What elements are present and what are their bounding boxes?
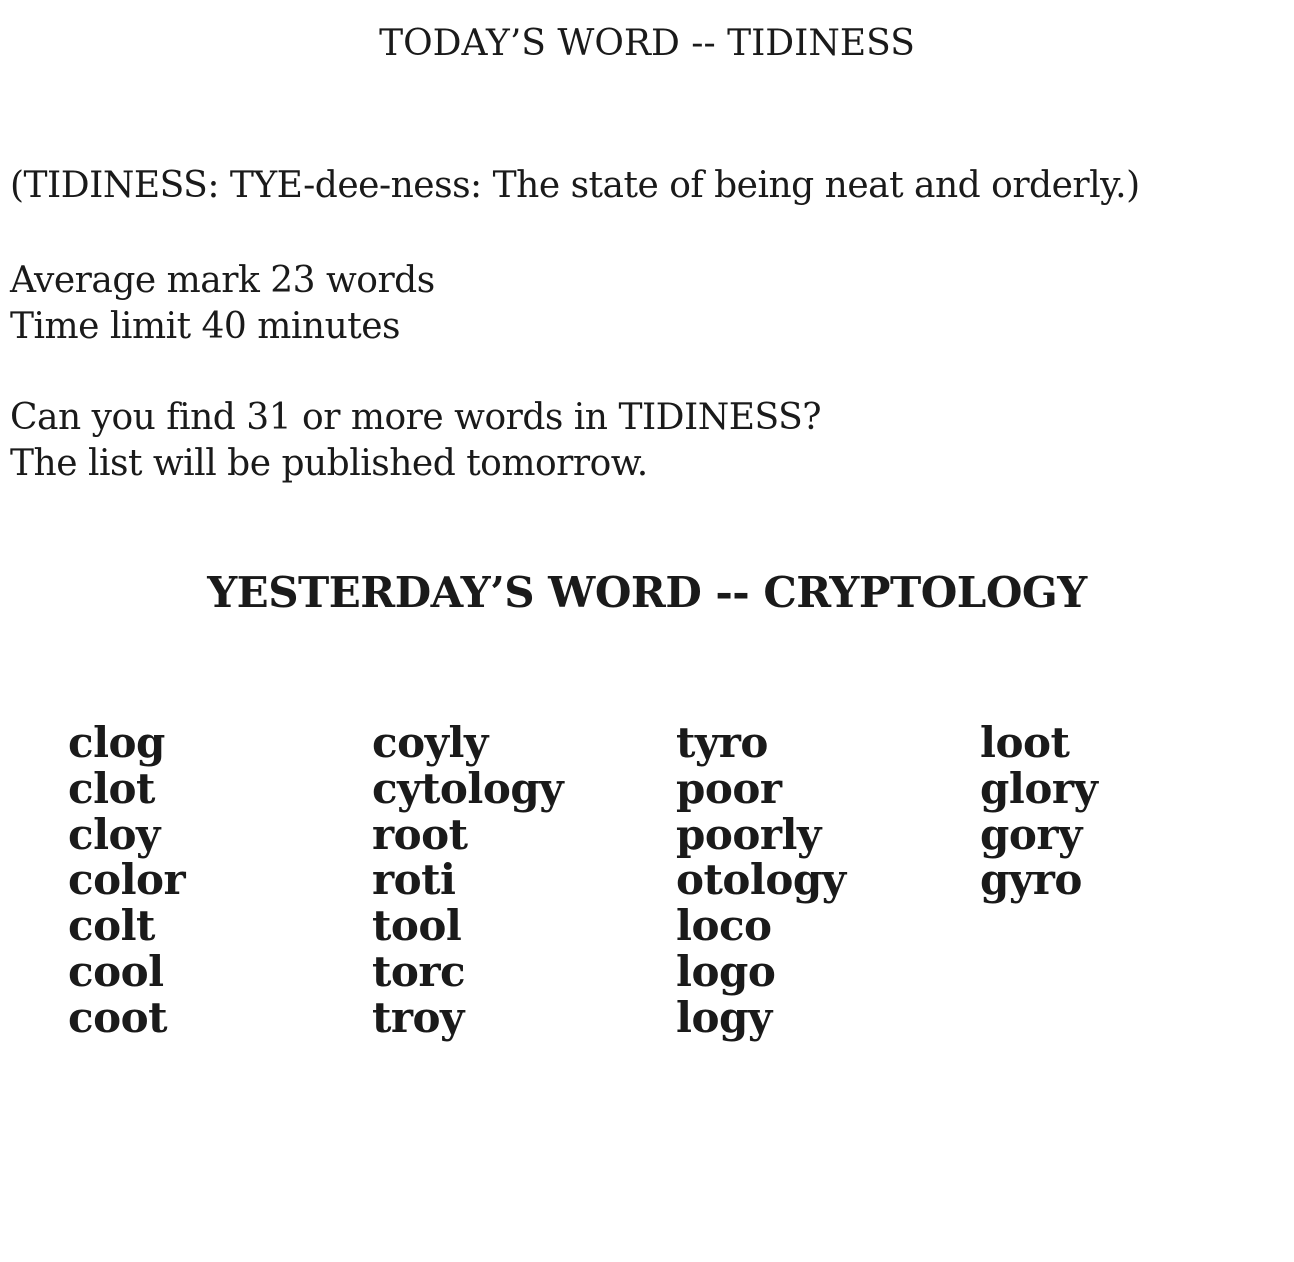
list-item: cloy [68, 809, 160, 859]
list-item: glory [980, 763, 1098, 813]
list-item: loco [676, 901, 772, 951]
word-column-2 [372, 720, 672, 1041]
list-item: clot [68, 763, 155, 813]
list-item: gyro [980, 855, 1082, 905]
list-item: colt [68, 901, 155, 951]
list-item: logo [676, 946, 776, 996]
list-item: color [68, 855, 186, 905]
word-list [0, 720, 1294, 1050]
list-item: coyly [372, 718, 488, 767]
word-definition: (TIDINESS: TYE-dee-ness: The state of being neat and orderly.) [10, 165, 1140, 206]
list-item: clog [68, 718, 165, 767]
list-item: poorly [676, 809, 821, 859]
list-item: cytology [372, 763, 564, 813]
list-item: tyro [676, 718, 768, 767]
time-limit: Time limit 40 minutes [10, 306, 401, 347]
challenge-text: Can you find 31 or more words in TIDINESS? [10, 397, 822, 438]
list-item: poor [676, 763, 782, 813]
todays-word-title: TODAY’S WORD -- TIDINESS [379, 23, 915, 64]
word-column-1 [68, 720, 368, 1041]
publish-note: The list will be published tomorrow. [10, 443, 648, 484]
list-item: roti [372, 855, 456, 905]
list-item: troy [372, 992, 464, 1042]
list-item: logy [676, 992, 772, 1042]
list-item: coot [68, 992, 168, 1042]
list-item: torc [372, 946, 466, 996]
word-column-3 [676, 720, 976, 1041]
list-item: loot [980, 718, 1070, 767]
list-item: cool [68, 946, 164, 996]
yesterdays-word-title: YESTERDAY’S WORD -- CRYPTOLOGY [207, 568, 1087, 617]
word-column-4 [980, 720, 1280, 903]
list-item: otology [676, 855, 846, 905]
average-mark: Average mark 23 words [10, 260, 435, 301]
list-item: tool [372, 901, 462, 951]
list-item: root [372, 809, 468, 859]
list-item: gory [980, 809, 1082, 859]
